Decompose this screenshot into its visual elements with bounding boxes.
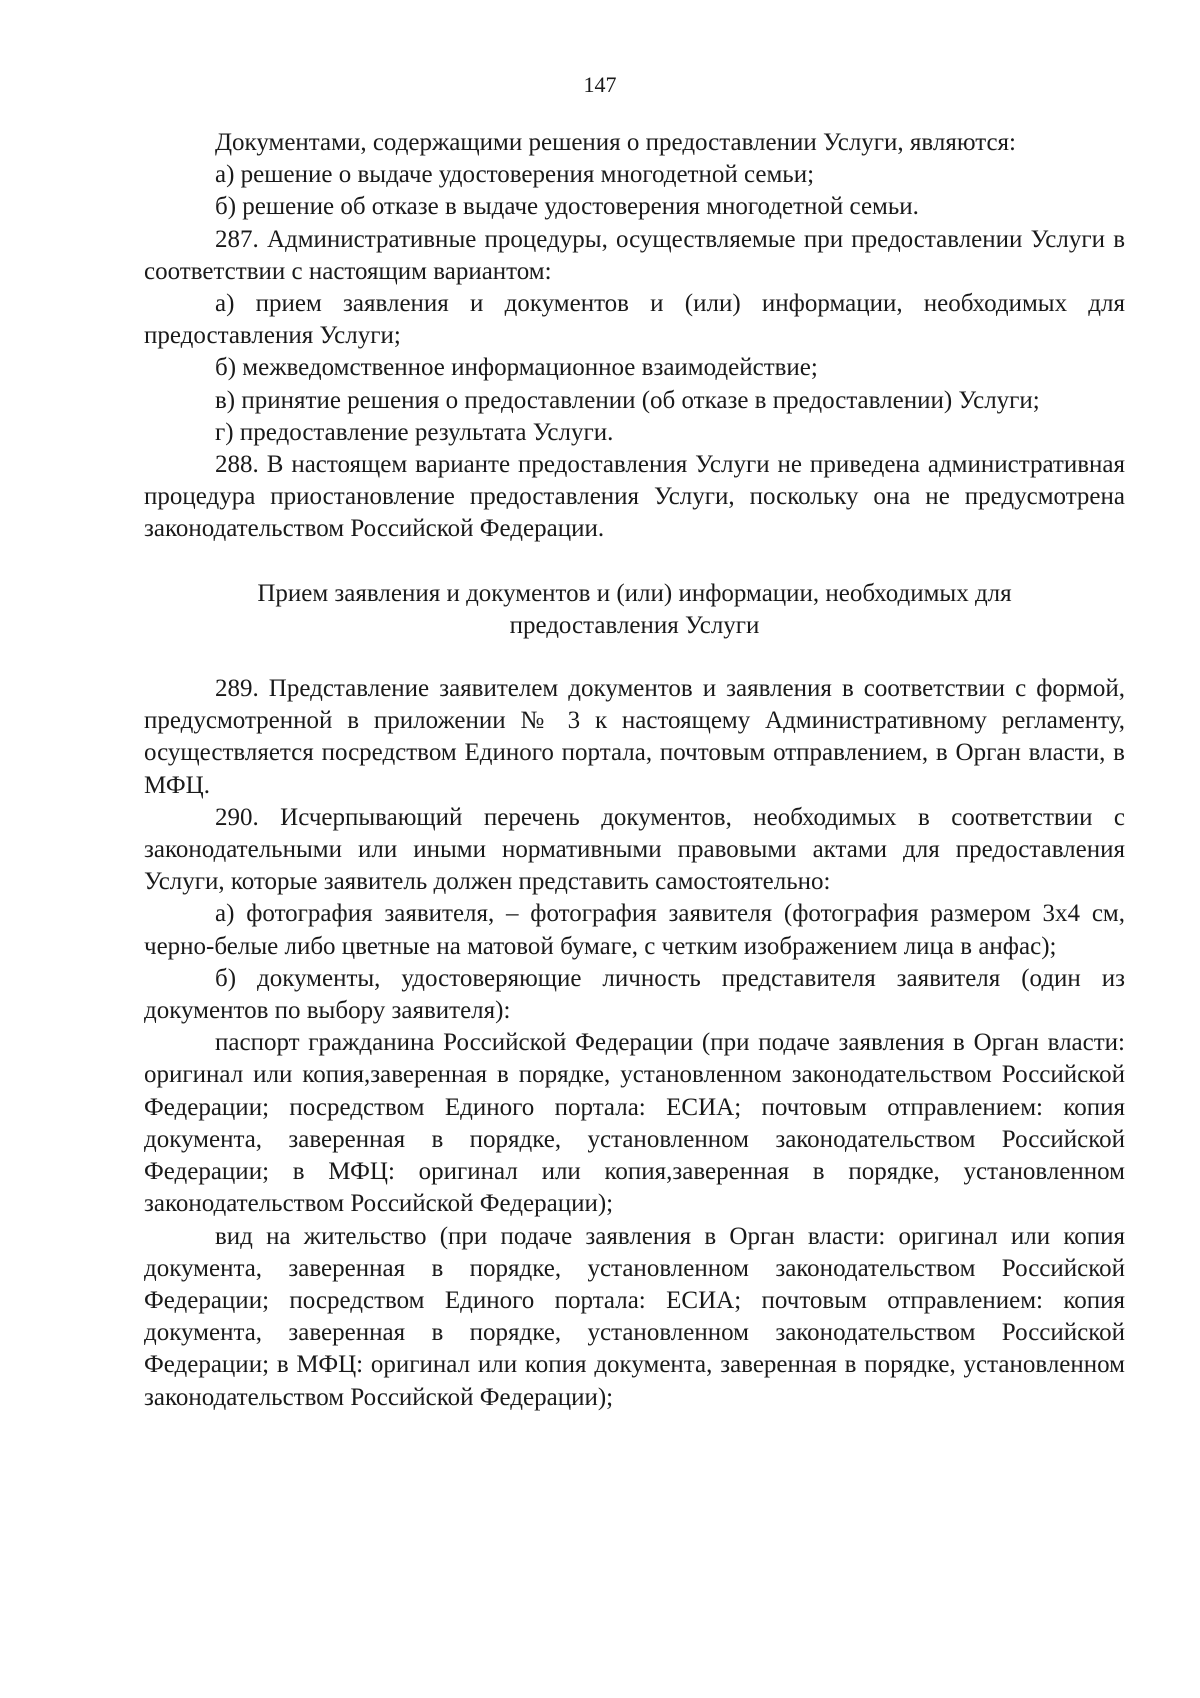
paragraph: а) решение о выдаче удостоверения многодетной семьи;: [215, 161, 815, 189]
paragraph: 288. В настоящем варианте предоставления Услуги не приведена административная процедура приостановление предоставления Услуги, поскольку она не предусмотрена законодательством Российской Федерации.: [144, 451, 1125, 543]
paragraph: г) предоставление результата Услуги.: [215, 418, 614, 446]
paragraph: в) принятие решения о предоставлении (об отказе в предоставлении) Услуги;: [215, 386, 1040, 414]
paragraph: а) прием заявления и документов и (или) информации, необходимых для предоставления Услуги;: [144, 290, 1125, 350]
paragraph: б) документы, удостоверяющие личность представителя заявителя (один из документов по выбору заявителя):: [144, 964, 1125, 1025]
paragraph: б) решение об отказе в выдаче удостоверения многодетной семьи.: [215, 193, 919, 221]
paragraph: 287. Административные процедуры, осуществляемые при предоставлении Услуги в соответствии с настоящим вариантом:: [144, 225, 1125, 285]
paragraph: вид на жительство (при подаче заявления в Орган власти: оригинал или копия документа, заверенная в порядке, установленном законодательством Российской Федерации; посредством Единого портала: ЕСИА; почтовым отправлением: копия документа, заверенная в порядке, установленном законодательством Российской Федерации; в МФЦ: оригинал или копия документа, заверенная в порядке, установленном законодательством Российской Федерации);: [144, 1222, 1125, 1411]
paragraph: а) фотография заявителя, – фотография заявителя (фотография размером 3x4 см, черно-белые либо цветные на матовой бумаге, с четким изображением лица в анфас);: [144, 900, 1125, 960]
paragraph: паспорт гражданина Российской Федерации (при подаче заявления в Орган власти: оригинал или копия,заверенная в порядке, установленном законодательством Российской Федерации; посредством Единого портала: ЕСИА; почтовым отправлением: копия документа, заверенная в порядке, установленном законодательством Российской Федерации; в МФЦ: оригинал или копия,заверенная в порядке, установленном законодательством Российской Федерации);: [144, 1029, 1125, 1218]
paragraph: 290. Исчерпывающий перечень документов, необходимых в соответствии с законодательными или иными нормативными правовыми актами для предоставления Услуги, которые заявитель должен представить самостоятельно:: [144, 803, 1125, 896]
paragraph: Документами, содержащими решения о предоставлении Услуги, являются:: [215, 129, 1016, 156]
paragraph: б) межведомственное информационное взаимодействие;: [215, 354, 818, 382]
section-heading: Прием заявления и документов и (или) информации, необходимых для предоставления Услуги: [257, 579, 1012, 639]
page-number: 147: [583, 72, 617, 97]
document-body: [144, 127, 1125, 1414]
paragraph: 289. Представление заявителем документов и заявления в соответствии с формой, предусмотренной в приложении № 3 к настоящему Административному регламенту, осуществляется посредством Единого портала, почтовым отправлением, в Орган власти, в МФЦ.: [144, 675, 1125, 799]
